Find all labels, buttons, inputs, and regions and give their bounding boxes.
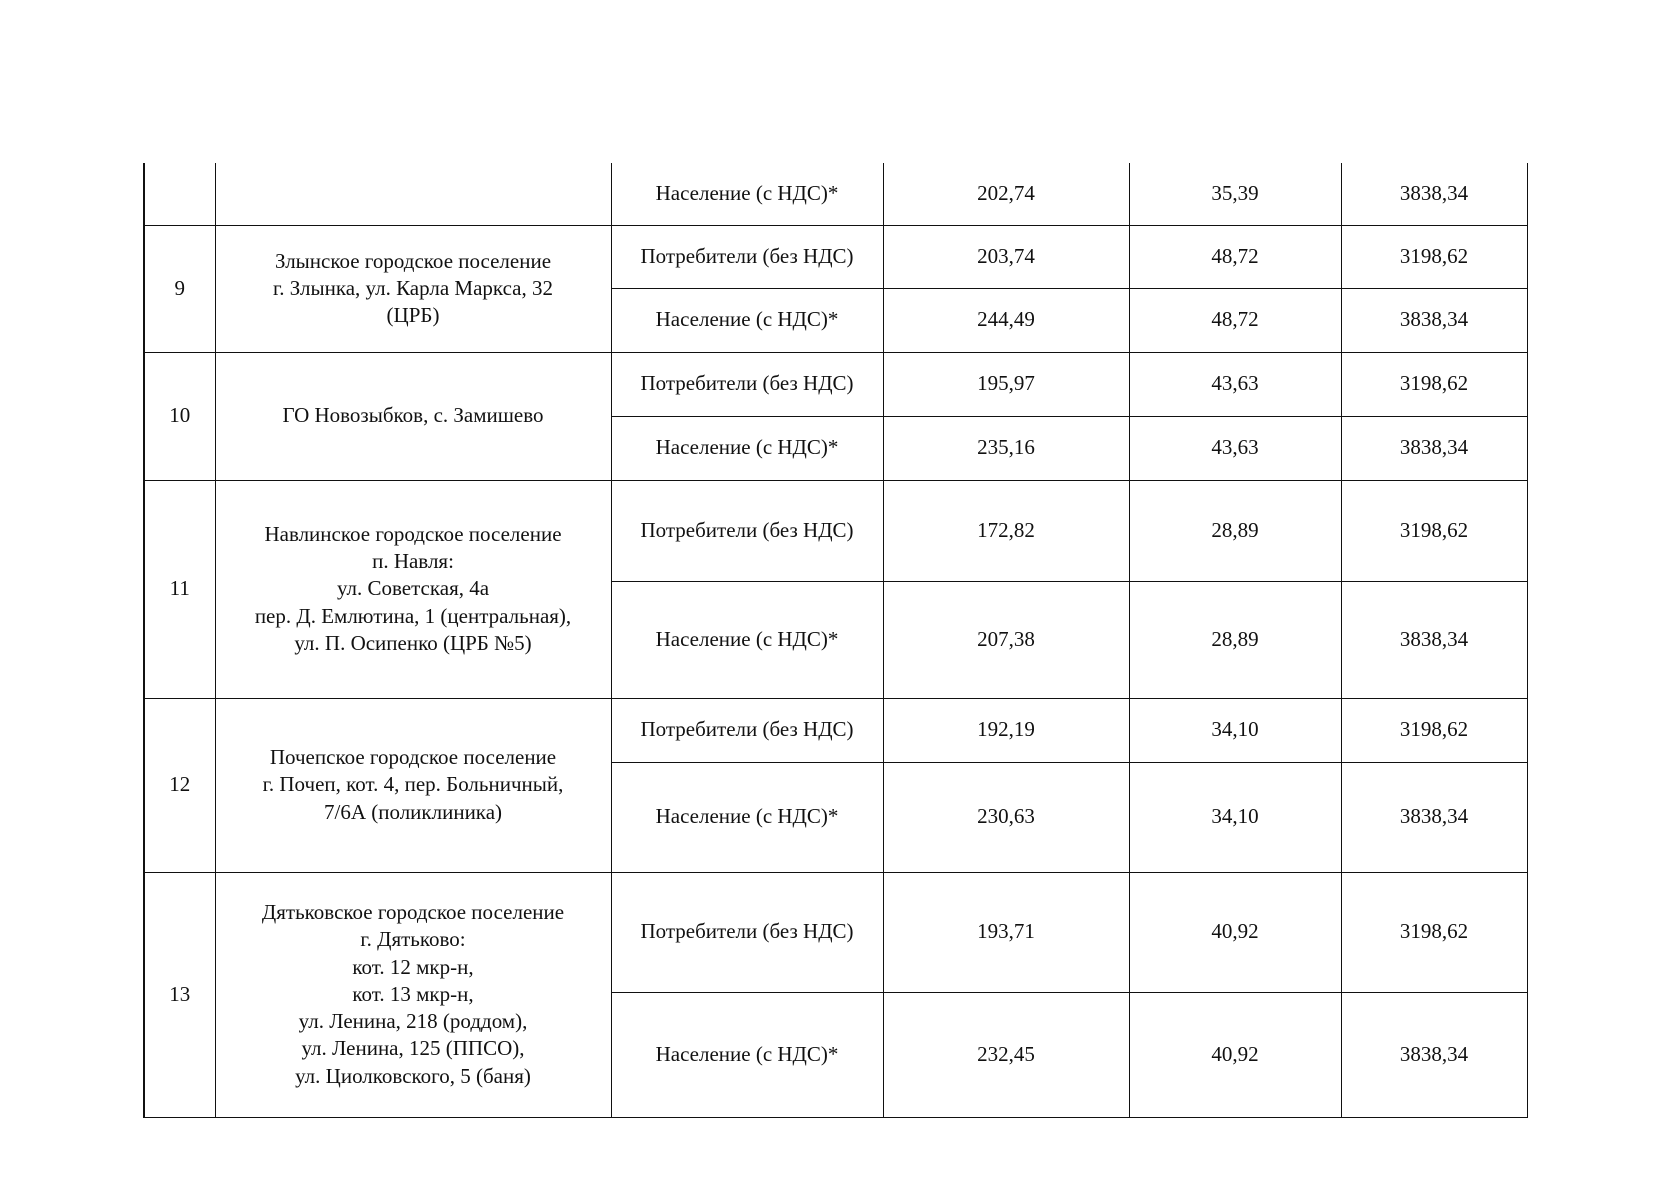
tariff-value-3: 3838,34 xyxy=(1341,288,1527,352)
address-line: ул. Ленина, 125 (ППСО), xyxy=(301,1036,525,1061)
table-row xyxy=(144,163,1527,225)
tariff-value-1: 172,82 xyxy=(883,480,1129,581)
tariff-value-3: 3838,34 xyxy=(1341,416,1527,480)
tariff-value-3: 3198,62 xyxy=(1341,225,1527,288)
consumer-category: Население (с НДС)* xyxy=(611,992,883,1117)
table-row xyxy=(144,480,1527,581)
row-number: 11 xyxy=(144,480,215,698)
tariff-value-3: 3838,34 xyxy=(1341,992,1527,1117)
tariff-value-3: 3838,34 xyxy=(1341,163,1527,225)
tariff-value-1: 207,38 xyxy=(883,581,1129,698)
tariff-value-1: 235,16 xyxy=(883,416,1129,480)
tariff-value-1: 203,74 xyxy=(883,225,1129,288)
address-line: Злынское городское поселение xyxy=(274,248,552,273)
address-cell xyxy=(215,698,611,872)
tariff-value-2: 40,92 xyxy=(1129,872,1341,992)
address-line: пер. Д. Емлютина, 1 (центральная), xyxy=(254,603,572,628)
consumer-category: Потребители (без НДС) xyxy=(611,872,883,992)
consumer-category: Население (с НДС)* xyxy=(611,416,883,480)
address-line: г. Дятьково: xyxy=(360,927,466,952)
address-cell xyxy=(215,352,611,480)
address-line: 7/6А (поликлиника) xyxy=(323,799,503,824)
tariff-value-2: 35,39 xyxy=(1129,163,1341,225)
tariff-value-1: 202,74 xyxy=(883,163,1129,225)
address-cell xyxy=(215,225,611,352)
address-line: кот. 13 мкр-н, xyxy=(352,981,474,1006)
tariff-value-2: 28,89 xyxy=(1129,480,1341,581)
address-line: ул. Советская, 4а xyxy=(336,576,490,601)
address-cell xyxy=(215,163,611,225)
address-line: ул. П. Осипенко (ЦРБ №5) xyxy=(294,630,532,655)
tariff-value-1: 244,49 xyxy=(883,288,1129,352)
address-cell xyxy=(215,480,611,698)
address-cell xyxy=(215,872,611,1117)
tariff-value-2: 48,72 xyxy=(1129,288,1341,352)
consumer-category: Потребители (без НДС) xyxy=(611,352,883,416)
tariff-value-1: 232,45 xyxy=(883,992,1129,1117)
table-row xyxy=(144,225,1527,288)
tariff-value-2: 43,63 xyxy=(1129,352,1341,416)
tariff-value-1: 195,97 xyxy=(883,352,1129,416)
tariff-table xyxy=(143,163,1528,1118)
address-line: (ЦРБ) xyxy=(386,303,440,328)
row-number: 13 xyxy=(144,872,215,1117)
address-line: ГО Новозыбков, с. Замишево xyxy=(282,403,544,428)
consumer-category: Население (с НДС)* xyxy=(611,288,883,352)
address-line: Дятьковское городское поселение xyxy=(261,899,565,924)
consumer-category: Население (с НДС)* xyxy=(611,163,883,225)
consumer-category: Население (с НДС)* xyxy=(611,581,883,698)
consumer-category: Потребители (без НДС) xyxy=(611,480,883,581)
table-row xyxy=(144,352,1527,416)
consumer-category: Потребители (без НДС) xyxy=(611,698,883,762)
address-line: п. Навля: xyxy=(372,549,454,574)
address-line: ул. Ленина, 218 (роддом), xyxy=(298,1009,528,1034)
row-number: 12 xyxy=(144,698,215,872)
table-row xyxy=(144,872,1527,992)
tariff-value-3: 3198,62 xyxy=(1341,872,1527,992)
address-line: Навлинское городское поселение xyxy=(264,521,562,546)
tariff-value-2: 40,92 xyxy=(1129,992,1341,1117)
address-line: Почепское городское поселение xyxy=(269,745,557,770)
tariff-value-2: 34,10 xyxy=(1129,698,1341,762)
tariff-value-2: 28,89 xyxy=(1129,581,1341,698)
tariff-value-2: 43,63 xyxy=(1129,416,1341,480)
table-row xyxy=(144,698,1527,762)
tariff-value-3: 3838,34 xyxy=(1341,762,1527,872)
row-number: 10 xyxy=(144,352,215,480)
address-line: кот. 12 мкр-н, xyxy=(352,954,474,979)
consumer-category: Потребители (без НДС) xyxy=(611,225,883,288)
tariff-value-3: 3198,62 xyxy=(1341,698,1527,762)
tariff-value-3: 3838,34 xyxy=(1341,581,1527,698)
tariff-value-1: 192,19 xyxy=(883,698,1129,762)
tariff-value-1: 193,71 xyxy=(883,872,1129,992)
consumer-category: Население (с НДС)* xyxy=(611,762,883,872)
address-line: г. Почеп, кот. 4, пер. Больничный, xyxy=(262,772,564,797)
tariff-value-3: 3198,62 xyxy=(1341,480,1527,581)
tariff-value-2: 34,10 xyxy=(1129,762,1341,872)
tariff-value-3: 3198,62 xyxy=(1341,352,1527,416)
tariff-value-2: 48,72 xyxy=(1129,225,1341,288)
row-number: 9 xyxy=(144,225,215,352)
tariff-value-1: 230,63 xyxy=(883,762,1129,872)
row-number xyxy=(144,163,215,225)
address-line: г. Злынка, ул. Карла Маркса, 32 xyxy=(273,275,553,300)
address-line: ул. Циолковского, 5 (баня) xyxy=(295,1063,531,1088)
